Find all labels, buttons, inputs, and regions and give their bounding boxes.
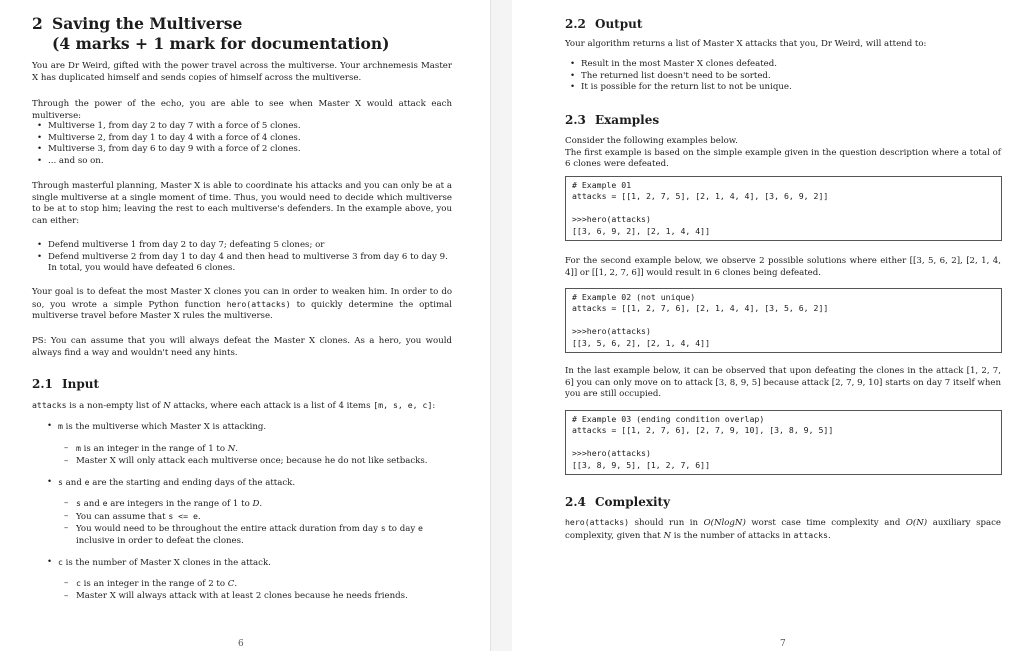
code-e: e xyxy=(417,523,423,534)
list-item: • Multiverse 3, from day 6 to day 9 with a force of 2 clones. xyxy=(32,144,452,156)
list-item: • The returned list doesn't need to be sorted. xyxy=(565,71,1001,83)
complexity-title: Complexity xyxy=(595,495,671,509)
text: and xyxy=(62,478,85,488)
var-n: N xyxy=(663,530,671,541)
examples-intro-line: The first example is based on the simple example given in the question description where a total of 6 clones were defeated. xyxy=(565,147,1001,170)
list-item: • Defend multiverse 2 from day 1 to day 4 and then head to multiverse 3 from day 6 to day 9. In total, you would have defeated 6 clones. xyxy=(32,252,452,275)
list-item xyxy=(42,477,462,490)
list-item xyxy=(64,578,460,591)
code-e: e xyxy=(102,498,108,508)
code-line: # Example 01 xyxy=(572,180,632,190)
output-heading xyxy=(565,17,642,32)
code-line: attacks = [[1, 2, 7, 6], [2, 7, 9, 10], [3, 8, 9, 5]] xyxy=(572,425,834,436)
list-item xyxy=(64,523,456,547)
right-page xyxy=(512,0,1024,651)
list-item: • ... and so on. xyxy=(32,156,452,168)
goal-text-end: to quickly determine the optimal multiverse travel before Master X rules the multiverse. xyxy=(32,299,452,322)
var-d: D xyxy=(252,499,260,509)
code-example-1 xyxy=(565,176,1002,241)
code-s: s xyxy=(58,477,63,487)
list-item: • Multiverse 2, from day 1 to day 4 with a force of 4 clones. xyxy=(32,133,452,145)
text: is the number of Master X clones in the attack. xyxy=(62,558,271,568)
code-line: # Example 02 (not unique) xyxy=(572,292,696,302)
attack-list xyxy=(32,121,452,167)
input-number: 2.1 xyxy=(32,377,53,391)
example-3-description: In the last example below, it can be observed that upon defeating the clones in the attack [1, 2, 7, 6] you can only move on to attack [3, 8, 9, 5] because attack [2, 7, 9, 10] starts on day 7 itself when you are still occupied. xyxy=(565,366,1001,400)
input-heading xyxy=(32,377,99,392)
code-attacks: attacks xyxy=(32,400,67,410)
page-number: 7 xyxy=(780,639,786,649)
ps-paragraph: PS: You can assume that you will always defeat the Master X clones. As a hero, you would always find a way and wouldn't need any hints. xyxy=(32,336,452,358)
text: auxiliary space complexity, given that xyxy=(565,518,1002,541)
list-item: • Defend multiverse 1 from day 2 to day 7; defeating 5 clones; or xyxy=(32,240,452,252)
list-item xyxy=(64,498,456,511)
text: inclusive in order to defeat the clones. xyxy=(76,535,244,546)
text: is an integer in the range of 1 to xyxy=(80,444,228,454)
list-item: – Master X will only attack each multiverse once; because he do not like setbacks. xyxy=(64,456,460,468)
code-line: # Example 03 (ending condition overlap) xyxy=(572,414,765,424)
goal-code: hero(attacks) xyxy=(226,298,291,309)
examples-title: Examples xyxy=(595,113,660,127)
code-example-2 xyxy=(565,288,1002,353)
examples-number: 2.3 xyxy=(565,113,586,127)
text: : xyxy=(432,401,436,411)
example-2-description: For the second example below, we observe 2 possible solutions where either [[3, 5, 6, 2], [2, 1, 4, 4]] or [[1, 2, 7, 6]] would result in 6 clones being defeated. xyxy=(565,256,1001,278)
page-number: 6 xyxy=(238,639,244,649)
code-line: [[3, 5, 6, 2], [2, 1, 4, 4]] xyxy=(572,337,711,348)
code-hero: hero(attacks) xyxy=(565,517,630,527)
text: . xyxy=(828,530,831,541)
input-title: Input xyxy=(62,377,99,391)
text: is an integer in the range of 2 to xyxy=(80,579,228,589)
code-cond: s <= e xyxy=(168,510,198,521)
left-page xyxy=(0,0,490,651)
code-line: [[3, 6, 9, 2], [2, 1, 4, 4]] xyxy=(572,225,711,236)
intro-paragraph: You are Dr Weird, gifted with the power travel across the multiverse. Your archnemesis Master X has duplicated himself and sends copies of himself across the multiverse. xyxy=(32,61,452,83)
examples-intro-line: Consider the following examples below. xyxy=(565,136,738,146)
var-c: C xyxy=(227,579,235,589)
complexity-heading xyxy=(565,495,670,510)
c-sublist xyxy=(64,578,460,602)
code-line: [[3, 8, 9, 5], [1, 2, 7, 6]] xyxy=(572,459,711,470)
space-complexity: O(N) xyxy=(905,518,928,528)
output-title: Output xyxy=(595,17,643,31)
text: to day xyxy=(385,524,418,535)
code-e: e xyxy=(84,477,90,487)
text: is the multiverse which Master X is attacking. xyxy=(62,422,267,432)
echo-paragraph: Through the power of the echo, you are able to see when Master X would attack each multiverse: xyxy=(32,99,452,121)
text: You can assume that xyxy=(76,511,169,522)
text: attacks, where each attack is a list of 4 items xyxy=(170,401,374,411)
goal-paragraph xyxy=(32,287,452,323)
complexity-paragraph xyxy=(565,517,1001,542)
text: . xyxy=(234,579,238,589)
text: . xyxy=(235,444,239,454)
examples-intro xyxy=(565,136,1001,171)
list-item xyxy=(42,557,462,570)
code-c: c xyxy=(58,557,63,567)
list-item xyxy=(42,421,462,434)
se-sublist xyxy=(64,498,456,547)
section-marks: (4 marks + 1 mark for documentation) xyxy=(52,34,390,53)
var-n: N xyxy=(163,401,171,411)
output-list xyxy=(565,59,1001,94)
text: . xyxy=(197,511,201,522)
list-item: • Result in the most Master X clones defeated. xyxy=(565,59,1001,71)
code-line: >>>hero(attacks) xyxy=(572,448,651,459)
text: should run in xyxy=(629,518,704,528)
planning-paragraph: Through masterful planning, Master X is able to coordinate his attacks and you can only be at a single multiverse at a single moment of time. Thus, you would need to decide which multiverse to be at to stop him; leaving the rest to each multiverse's defenders. In the example above, you can either: xyxy=(32,181,452,226)
text: is a non-empty list of xyxy=(66,401,164,411)
examples-heading xyxy=(565,113,659,128)
options-list xyxy=(32,240,452,275)
output-description: Your algorithm returns a list of Master X attacks that you, Dr Weird, will attend to: xyxy=(565,39,927,49)
text: and xyxy=(80,499,103,509)
code-line: >>>hero(attacks) xyxy=(572,214,651,225)
list-item: • Multiverse 1, from day 2 to day 7 with a force of 5 clones. xyxy=(32,121,452,133)
section-title xyxy=(32,14,242,34)
complexity-number: 2.4 xyxy=(565,495,586,509)
code-c: c xyxy=(76,578,81,588)
list-item xyxy=(64,443,460,456)
goal-text: Your goal is to defeat the most Master X clones you can in order to weaken him. In order to do so, you wrote a simple Python function xyxy=(32,287,452,310)
code-s: s xyxy=(380,523,386,534)
var-n: N xyxy=(227,444,236,454)
c-item xyxy=(42,557,462,570)
output-number: 2.2 xyxy=(565,17,586,31)
text: You would need to be throughout the entire attack duration from day xyxy=(76,524,381,535)
code-s: s xyxy=(76,498,81,508)
code-line: attacks = [[1, 2, 7, 6], [2, 1, 4, 4], [3, 5, 6, 2]] xyxy=(572,303,829,314)
code-m: m xyxy=(58,421,63,431)
code-items: [m, s, e, c] xyxy=(373,400,433,410)
section-number: 2 xyxy=(32,14,43,33)
text: is the number of attacks in xyxy=(670,530,794,541)
code-m: m xyxy=(76,443,81,453)
list-item xyxy=(64,511,456,524)
m-item xyxy=(42,421,462,434)
code-line: >>>hero(attacks) xyxy=(572,326,651,337)
se-item xyxy=(42,477,462,490)
text: are integers in the range of 1 to xyxy=(107,499,253,509)
code-line: attacks = [[1, 2, 7, 5], [2, 1, 4, 4], [3, 6, 9, 2]] xyxy=(572,191,829,202)
time-complexity: O(NlogN) xyxy=(703,518,746,528)
input-description xyxy=(32,400,462,413)
list-item: • It is possible for the return list to not be unique. xyxy=(565,82,1001,94)
text: . xyxy=(259,499,263,509)
text: are the starting and ending days of the attack. xyxy=(89,478,296,488)
text: worst case time complexity and xyxy=(745,518,906,528)
section-title-line1: Saving the Multiverse xyxy=(52,14,243,33)
page-gutter xyxy=(490,0,514,651)
code-example-3 xyxy=(565,410,1002,475)
m-sublist xyxy=(64,443,460,467)
code-attacks: attacks xyxy=(793,529,828,540)
list-item: – Master X will always attack with at least 2 clones because he needs friends. xyxy=(64,591,460,603)
